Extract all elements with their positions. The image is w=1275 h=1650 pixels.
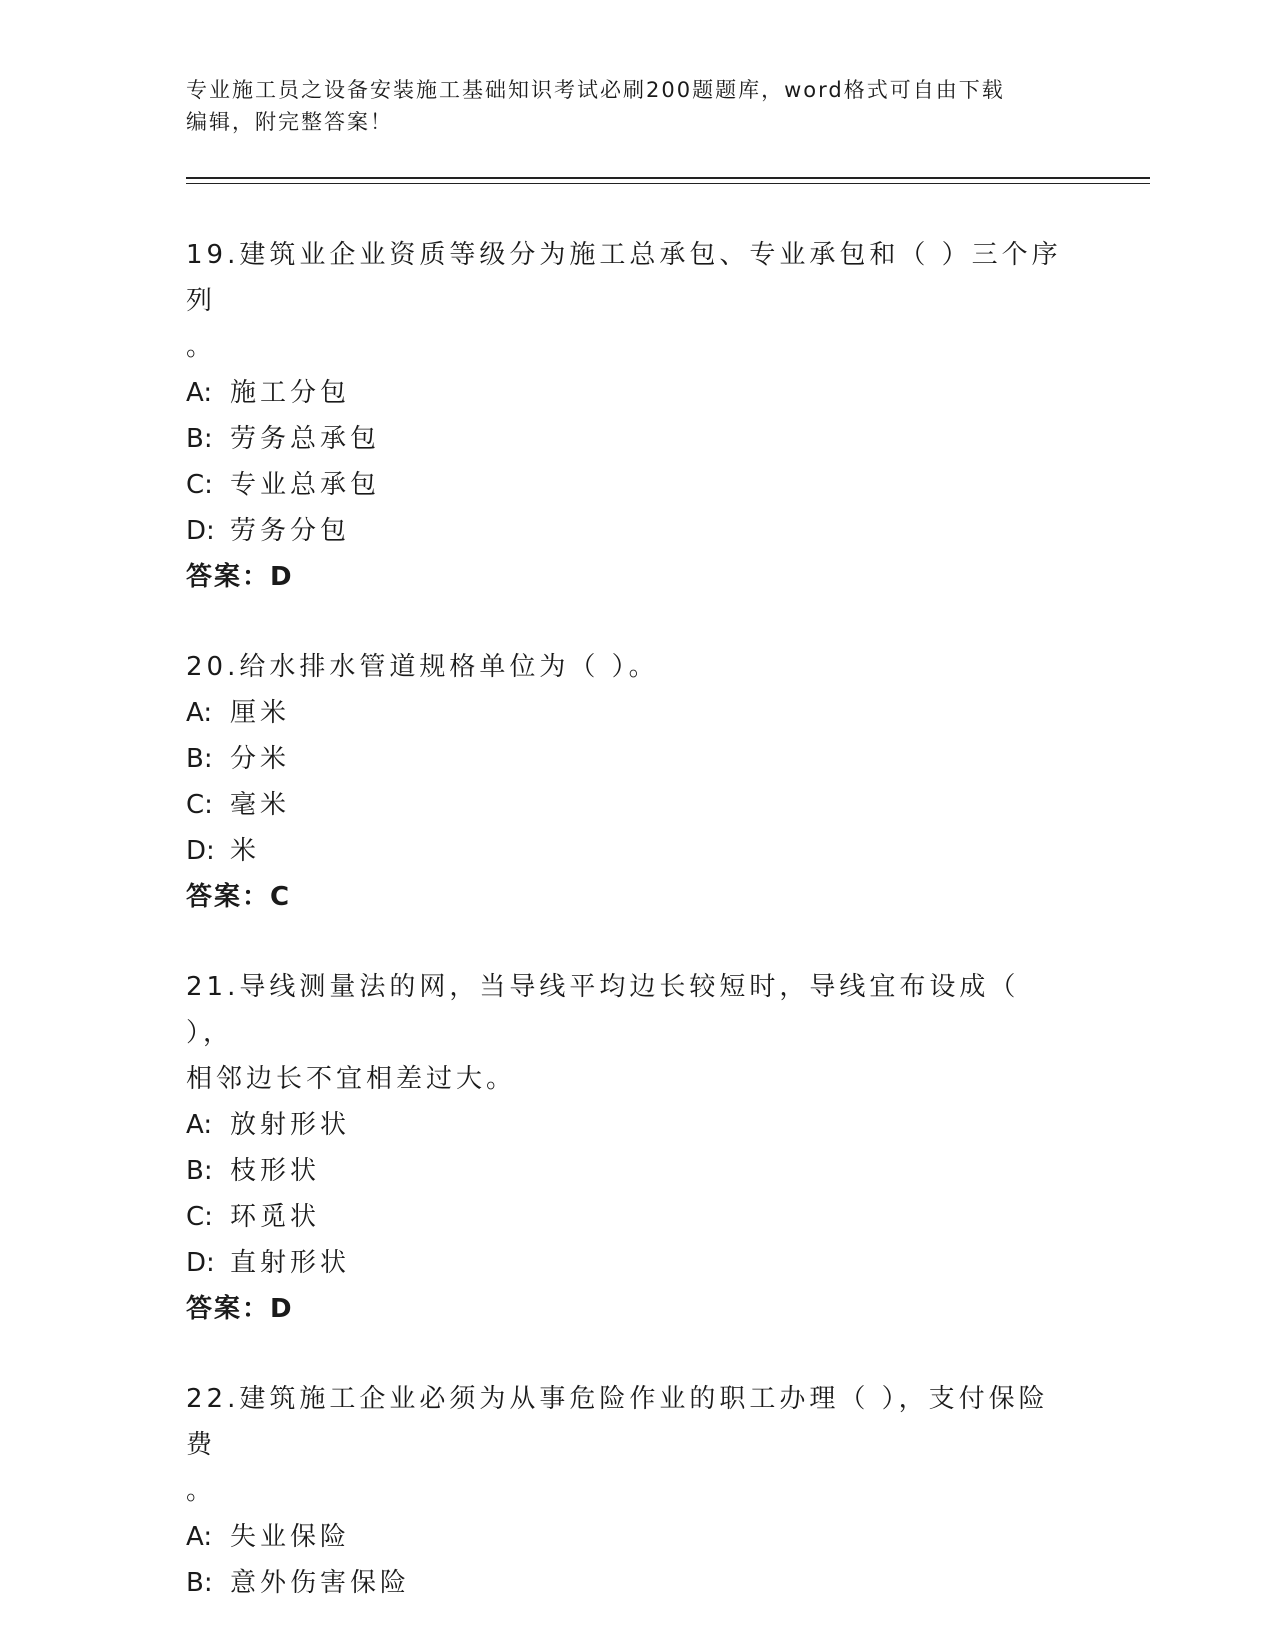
option-text: 意外伤害保险 <box>230 1568 411 1598</box>
option-text: 厘米 <box>230 698 291 728</box>
option-key: A: <box>186 1110 213 1140</box>
option-key: D: <box>186 1248 215 1278</box>
option-d <box>186 508 1066 554</box>
question-text: 20.给水排水管道规格单位为（ ）。 <box>186 652 659 682</box>
header-line-2: 编辑，附完整答案！ <box>186 110 393 134</box>
option-c <box>186 462 1066 508</box>
option-key: B: <box>186 424 213 454</box>
header-divider-thick <box>186 177 1150 179</box>
option-text: 劳务总承包 <box>230 424 381 454</box>
option-text: 米 <box>230 836 261 866</box>
option-d <box>186 828 1066 874</box>
option-text: 直射形状 <box>230 1248 351 1278</box>
option-text: 分米 <box>230 744 291 774</box>
question-21 <box>186 964 1066 1332</box>
option-key: B: <box>186 1156 213 1186</box>
question-text-continued: 。 <box>186 332 217 362</box>
option-a <box>186 1102 1066 1148</box>
option-text: 专业总承包 <box>230 470 381 500</box>
option-text: 失业保险 <box>230 1522 351 1552</box>
option-b <box>186 736 1066 782</box>
option-text: 枝形状 <box>230 1156 321 1186</box>
option-key: C: <box>186 790 213 820</box>
option-a <box>186 690 1066 736</box>
question-text: 22.建筑施工企业必须为从事危险作业的职工办理（ ），支付保险费 <box>186 1384 1049 1460</box>
answer: 答案：D <box>186 1294 294 1324</box>
option-b <box>186 1560 1066 1606</box>
option-text: 毫米 <box>230 790 291 820</box>
option-c <box>186 1194 1066 1240</box>
header-divider-thin <box>186 183 1150 184</box>
header-line-1: 专业施工员之设备安装施工基础知识考试必刷200题题库，word格式可自由下载 <box>186 78 1005 102</box>
answer: 答案：D <box>186 562 294 592</box>
option-b <box>186 416 1066 462</box>
question-list <box>186 232 1066 1650</box>
option-text: 环觅状 <box>230 1202 321 1232</box>
option-text: 放射形状 <box>230 1110 351 1140</box>
question-text: 19.建筑业企业资质等级分为施工总承包、专业承包和（ ）三个序列 <box>186 240 1062 316</box>
option-key: A: <box>186 378 213 408</box>
option-d <box>186 1240 1066 1286</box>
question-text: 21.导线测量法的网，当导线平均边长较短时，导线宜布设成（ ）， <box>186 972 1020 1048</box>
option-key: C: <box>186 1202 213 1232</box>
option-b <box>186 1148 1066 1194</box>
document-header <box>186 74 1066 138</box>
option-a <box>186 1514 1066 1560</box>
question-text-continued: 相邻边长不宜相差过大。 <box>186 1064 517 1094</box>
question-text-continued: 。 <box>186 1476 217 1506</box>
option-a <box>186 370 1066 416</box>
option-key: D: <box>186 836 215 866</box>
answer: 答案：C <box>186 882 292 912</box>
option-c <box>186 782 1066 828</box>
question-19 <box>186 232 1066 600</box>
option-key: B: <box>186 744 213 774</box>
option-key: A: <box>186 698 213 728</box>
question-22 <box>186 1376 1066 1606</box>
option-text: 施工分包 <box>230 378 351 408</box>
option-key: C: <box>186 470 213 500</box>
option-key: B: <box>186 1568 213 1598</box>
question-20 <box>186 644 1066 920</box>
option-text: 劳务分包 <box>230 516 351 546</box>
option-key: D: <box>186 516 215 546</box>
option-key: A: <box>186 1522 213 1552</box>
